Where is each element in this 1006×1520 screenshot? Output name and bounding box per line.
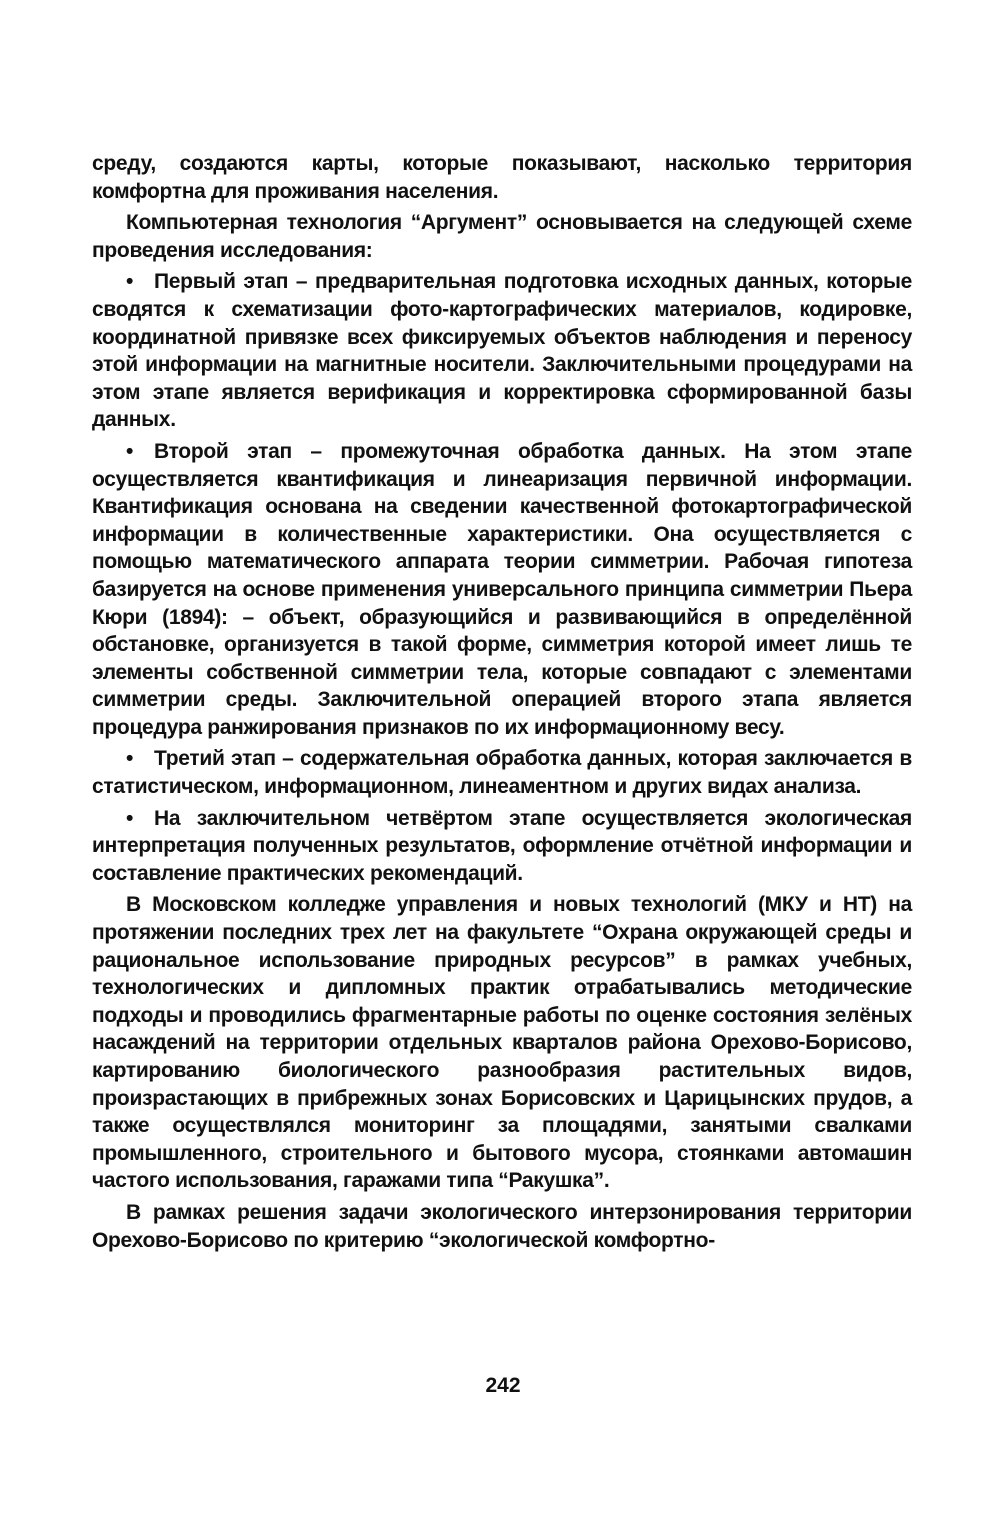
paragraph-moscow-college: В Московском колледже управления и новых технологий (МКУ и НТ) на протяжении последних трех лет на факультете “Охрана окружающей среды и рациональное использование природных ресурсов” в рамках учебных, технологических и дипломных практик отрабатывались методические подходы и проводились фрагментарные работы по оценке состояния зелёных насаждений на территории отдельных кварталов района Орехово-Борисово, картированию биологического разнообразия растительных видов, произрастающих в прибрежных зонах Борисовских и Царицынских прудов, а также осуществлялся мониторинг за площадями, занятыми свалками промышленного, строительного и бытового мусора, стоянками автомашин частого использования, гаражами типа “Ракушка”. — [92, 893, 912, 1193]
bullet-item-stage-2 — [92, 438, 912, 742]
bullet-text: Третий этап – содержательная обработка данных, которая заключается в статистическом, информационном, линеаментном и других видах анализа. — [92, 747, 912, 799]
paragraph-technology-intro: Компьютерная технология “Аргумент” основывается на следующей схеме проведения исследования: — [92, 211, 912, 262]
paragraph-interzoning: В рамках решения задачи экологического интерзонирования территории Орехово-Борисово по критерию “экологической комфортно- — [92, 1200, 912, 1252]
bullet-icon: • — [126, 747, 134, 771]
page-number: 242 — [485, 1374, 521, 1397]
bullet-item-stage-1 — [92, 268, 912, 434]
bullet-icon: • — [126, 439, 134, 463]
bullet-icon: • — [126, 806, 134, 830]
bullet-item-stage-3 — [92, 745, 912, 800]
bullet-icon: • — [126, 270, 134, 294]
bullet-text: На заключительном четвёртом этапе осуществляется экологическая интерпретация полученных результатов, оформление отчётной информации и составление практических рекомендаций. — [92, 806, 912, 885]
bullet-item-stage-4 — [92, 805, 912, 888]
paragraph-continuation: среду, создаются карты, которые показывают, насколько территория комфортна для проживания населения. — [92, 152, 912, 203]
bullet-text: Первый этап – предварительная подготовка исходных данных, которые сводятся к схематизации фото-картографических материалов, кодировке, координатной привязке всех фиксируемых объектов наблюдения и переносу этой информации на магнитные носители. Заключительными процедурами на этом этапе является верификация и корректировка сформированной базы данных. — [92, 270, 912, 432]
document-body — [92, 150, 912, 1258]
bullet-text: Второй этап – промежуточная обработка данных. На этом этапе осуществляется квантификация и линеаризация первичной информации. Квантификация основана на сведении качественной фотокартографической информации в количественные характеристики. Она осуществляется с помощью математического аппарата теории симметрии. Рабочая гипотеза базируется на основе применения универсального принципа симметрии Пьера Кюри (1894): – объект, образующийся и развивающийся в определённой обстановке, организуется в такой форме, симметрия которой имеет лишь те элементы собственной симметрии тела, которые совпадают с элементами симметрии среды. Заключительной операцией второго этапа является процедура ранжирования признаков по их информационному весу. — [92, 439, 912, 739]
